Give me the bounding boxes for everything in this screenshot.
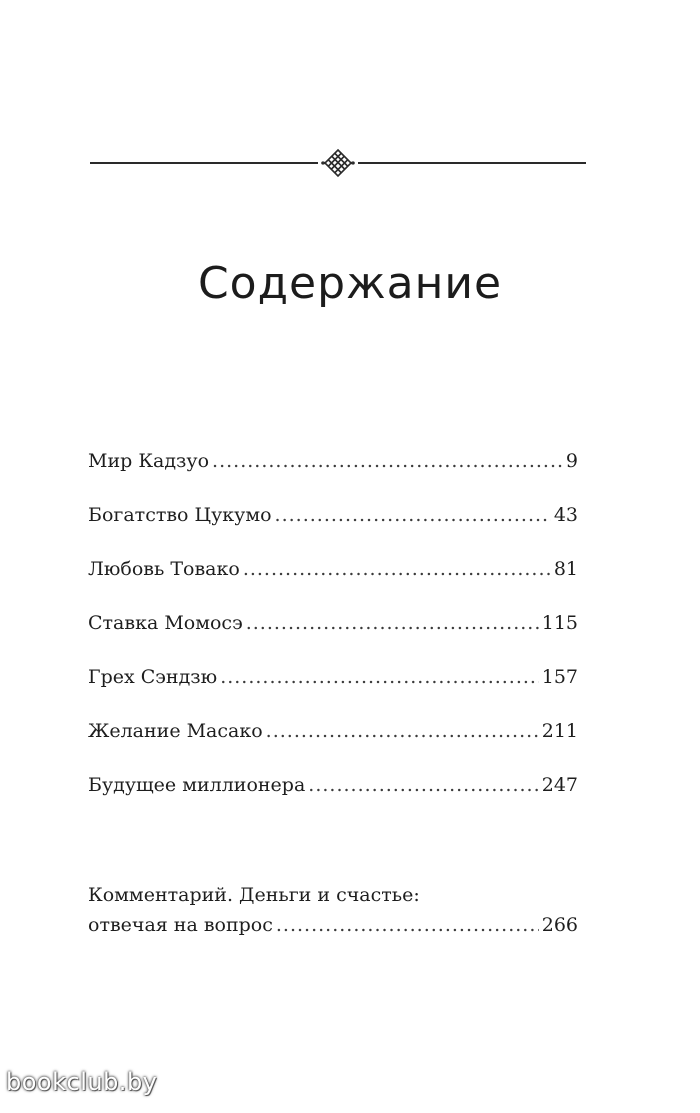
toc-leader-dots (276, 912, 539, 938)
toc-leader-dots (275, 502, 551, 528)
page-title: Содержание (197, 258, 503, 309)
toc-entry-page: 247 (541, 774, 578, 796)
toc-entry[interactable] (88, 772, 578, 826)
toc-entry[interactable] (88, 610, 578, 664)
toc-entry-page: 211 (541, 720, 578, 742)
toc-entry-label: Грех Сэндзю (88, 666, 218, 688)
toc-entry-page: 9 (565, 450, 578, 472)
toc-leader-dots (246, 610, 539, 636)
toc-entry-label: Желание Масако (88, 720, 263, 742)
toc-entry[interactable] (88, 664, 578, 718)
toc-commentary-page: 266 (541, 914, 578, 936)
header-ornament (90, 148, 586, 178)
toc-entry-page: 81 (553, 558, 578, 580)
toc-entry-label: Любовь Товако (88, 558, 240, 580)
toc-entry-commentary[interactable] (88, 878, 578, 938)
ornament-line-right (358, 162, 586, 164)
toc-leader-dots (243, 556, 551, 582)
toc-entry[interactable] (88, 448, 578, 502)
toc-entry[interactable] (88, 556, 578, 610)
toc-entry-label: Мир Кадзуо (88, 450, 210, 472)
endless-knot-icon (320, 148, 356, 178)
toc-leader-dots (308, 772, 538, 798)
toc-entry-label: Будущее миллионера (88, 774, 306, 796)
toc-commentary-line1: Комментарий. Деньги и счастье: (88, 884, 420, 906)
toc-entry-page: 157 (541, 666, 578, 688)
toc-entry-label: Ставка Момосэ (88, 612, 243, 634)
watermark-logo: bookclub.by (6, 1068, 158, 1096)
toc-leader-dots (266, 718, 539, 744)
toc-entry-page: 43 (553, 504, 578, 526)
table-of-contents (88, 448, 578, 938)
toc-commentary-line2: отвечая на вопрос (88, 914, 273, 936)
toc-leader-dots (212, 448, 563, 474)
toc-entry-label: Богатство Цукумо (88, 504, 272, 526)
toc-entry[interactable] (88, 502, 578, 556)
ornament-line-left (90, 162, 318, 164)
toc-entry-page: 115 (541, 612, 578, 634)
toc-commentary-row (88, 912, 578, 938)
toc-leader-dots (220, 664, 539, 690)
toc-entry[interactable] (88, 718, 578, 772)
